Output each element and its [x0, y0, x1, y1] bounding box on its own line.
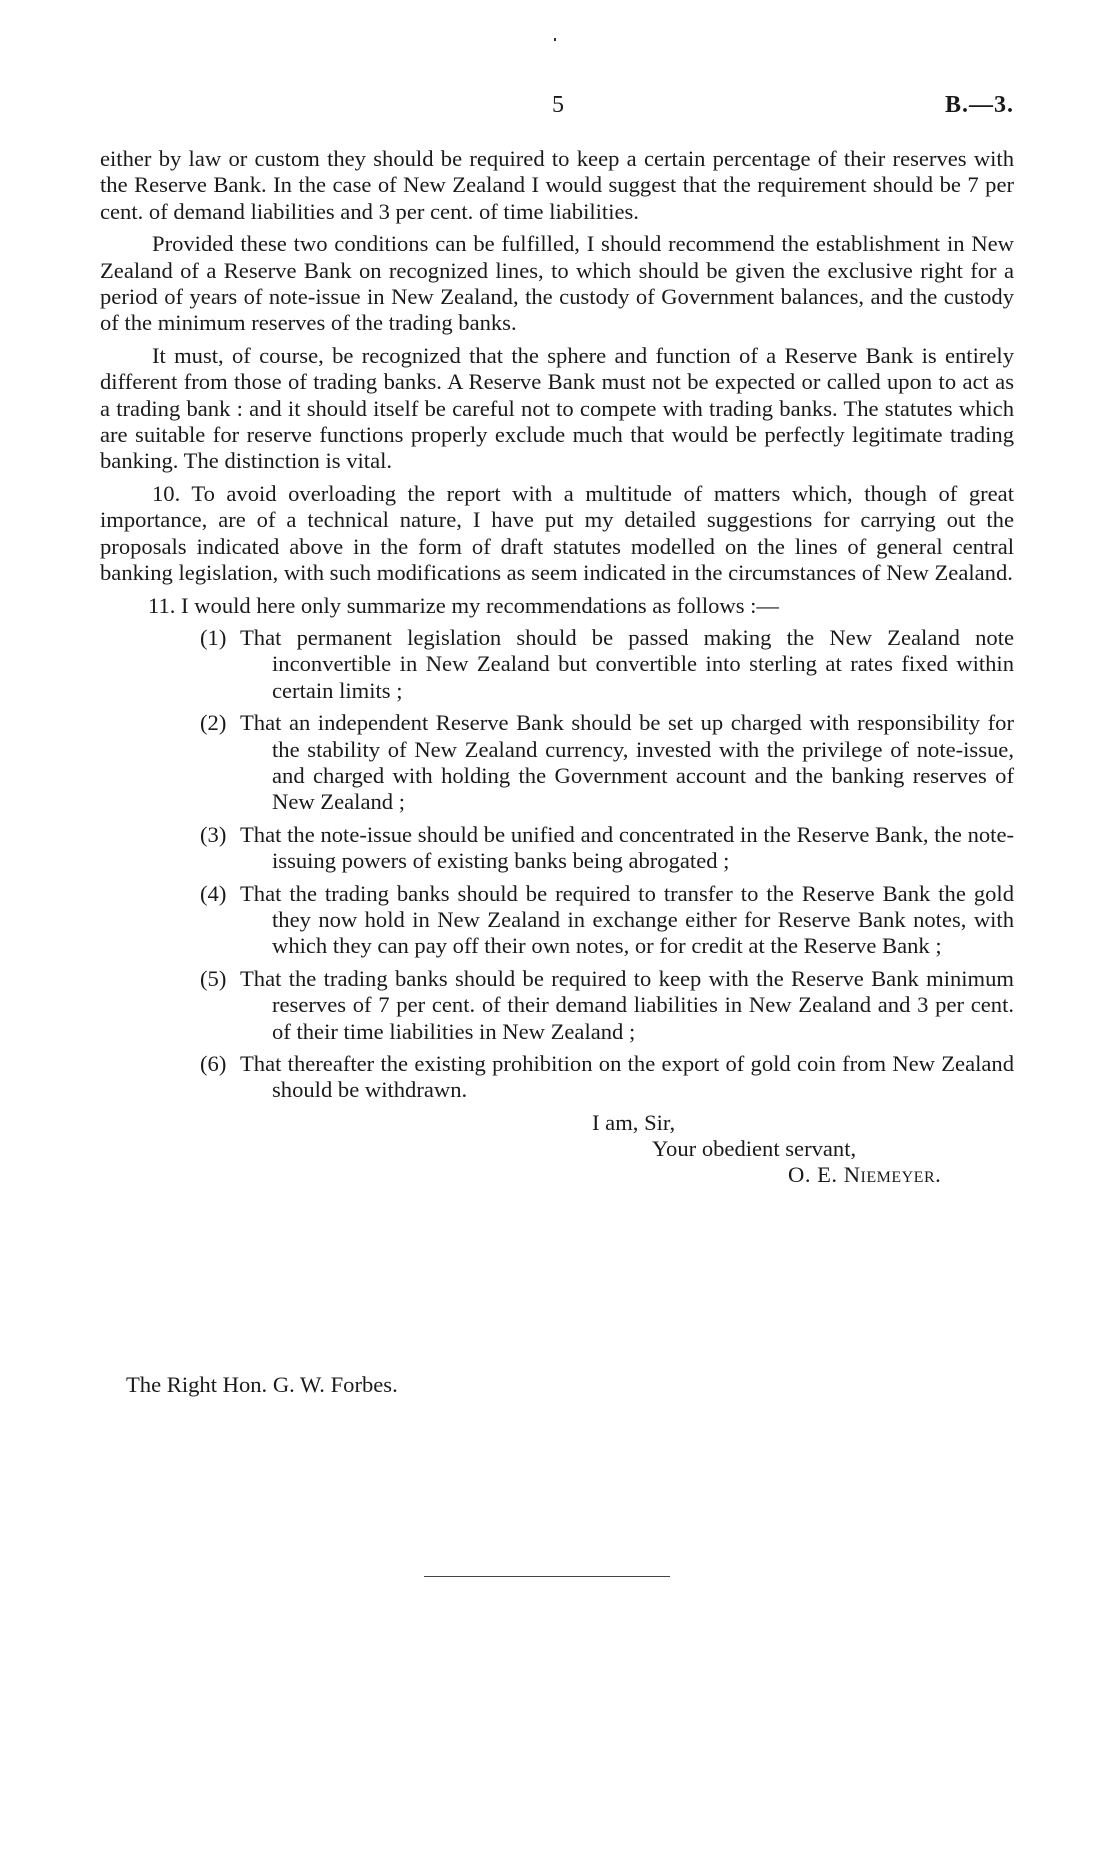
recommendation-item — [100, 822, 1014, 875]
salutation: I am, Sir, — [592, 1109, 676, 1135]
recommendation-text: That the trading banks should be required to keep with the Reserve Bank minimum reserves of 7 per cent. of their demand liabilities in New Zealand and 3 per cent. of their time liabilities in New Zealand ; — [240, 965, 1014, 1044]
recommendation-number: (4) — [200, 880, 227, 906]
recommendation-item — [100, 625, 1014, 704]
paragraph-10: 10. To avoid overloading the report with a multitude of matters which, though of great importance, are of a technical nature, I have put my detailed suggestions for carrying out the proposals indicated above in the form of draft statutes modelled on the lines of general central banking legislation, with such modifications as seem indicated in the circumstances of New Zealand. — [100, 480, 1014, 586]
recommendation-item — [100, 1051, 1014, 1104]
paragraph-conditions: Provided these two conditions can be fulfilled, I should recommend the establishment in New Zealand of a Reserve Bank on recognized lines, to which should be given the exclusive right for a period of years of note-issue in New Zealand, the custody of Government balances, and the custody of the minimum reserves of the trading banks. — [100, 231, 1014, 336]
recommendation-number: (5) — [200, 965, 227, 991]
recommendation-item — [100, 966, 1014, 1045]
page-header — [100, 92, 1014, 122]
valediction: Your obedient servant, — [652, 1135, 857, 1161]
print-speck — [554, 38, 556, 41]
recommendation-number: (6) — [200, 1051, 227, 1076]
recommendation-item — [100, 881, 1014, 960]
recommendation-text: That an independent Reserve Bank should be set up charged with responsibility for the stability of New Zealand currency, invested with the privilege of note-issue, and charged with holding the Government account and the banking reserves of New Zealand ; — [240, 710, 1014, 815]
recommendation-item — [100, 710, 1014, 816]
paragraph-continuation: either by law or custom they should be required to keep a certain percentage of their reserves with the Reserve Bank. In the case of New Zealand I would suggest that the requirement should be 7 per cent. of demand liabilities and 3 per cent. of time liabilities. — [100, 146, 1014, 224]
recommendation-number: (2) — [200, 710, 227, 736]
recommendation-text: That permanent legislation should be passed making the New Zealand note inconvertible in New Zealand but convertible into sterling at rates fixed within certain limits ; — [240, 624, 1014, 703]
recommendations-list — [100, 625, 1014, 1104]
recommendation-text: That the note-issue should be unified and concentrated in the Reserve Bank, the note-issuing powers of existing banks being abrogated ; — [240, 821, 1014, 874]
page-number: 5 — [552, 92, 564, 118]
recommendation-number: (1) — [200, 624, 227, 650]
document-reference: B.—3. — [944, 92, 1014, 118]
addressee: The Right Hon. G. W. Forbes. — [126, 1372, 398, 1397]
paragraph-11: 11. I would here only summarize my recommendations as follows :— — [148, 592, 780, 618]
end-rule — [424, 1576, 670, 1577]
closing-block — [100, 1110, 1014, 1194]
recommendation-text: That thereafter the existing prohibition on the export of gold coin from New Zealand should be withdrawn. — [240, 1051, 1014, 1103]
signature: O. E. Niemeyer. — [788, 1161, 942, 1187]
body-text — [100, 146, 1014, 1194]
recommendation-text: That the trading banks should be required to transfer to the Reserve Bank the gold they now hold in New Zealand in exchange either for Reserve Bank notes, with which they can pay off their own notes, or for credit at the Reserve Bank ; — [240, 880, 1014, 959]
paragraph-reserve-bank-function: It must, of course, be recognized that the sphere and function of a Reserve Bank is entirely different from those of trading banks. A Reserve Bank must not be expected or called upon to act as a trading bank : and it should itself be careful not to compete with trading banks. The statutes which are suitable for reserve functions properly exclude much that would be perfectly legitimate trading banking. The distinction is vital. — [100, 342, 1014, 474]
recommendation-number: (3) — [200, 821, 227, 847]
